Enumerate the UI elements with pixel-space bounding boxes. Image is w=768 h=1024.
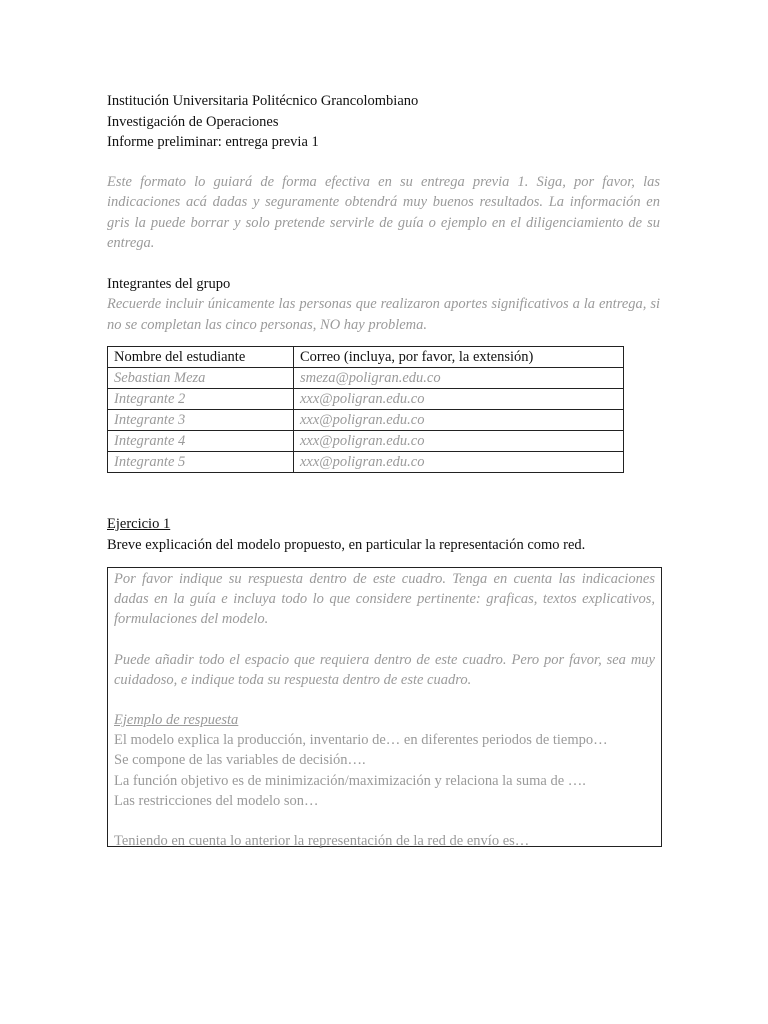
paragraph-gap [114,690,655,710]
member-name[interactable]: Integrante 2 [108,389,294,410]
member-name[interactable]: Integrante 4 [108,431,294,452]
report-title: Informe preliminar: entrega previa 1 [107,134,319,150]
answer-instructions: Por favor indique su respuesta dentro de este cuadro. Tenga en cuenta las indicaciones dadas en la guía e incluya todo lo que considere pertinente: graficas, textos explicativos, formulaciones del modelo. [114,571,655,628]
course-name: Investigación de Operaciones [107,113,279,130]
members-table-header [108,347,624,368]
member-email[interactable]: xxx@poligran.edu.co [294,452,624,473]
member-email[interactable]: smeza@poligran.edu.co [294,368,624,389]
column-header-email: Correo (incluya, por favor, la extensión) [294,347,624,368]
member-name[interactable]: Integrante 3 [108,410,294,431]
group-title: Integrantes del grupo [107,275,231,292]
member-email[interactable]: xxx@poligran.edu.co [294,410,624,431]
intro-note: Este formato lo guiará de forma efectiva en su entrega previa 1. Siga, por favor, las indicaciones acá dadas y seguramente obtendrá muy buenos resultados. La información en gris la puede borrar y solo pretende servirle de guía o ejemplo en el diligenciamiento de su entrega. [107,173,660,251]
group-note: Recuerde incluir únicamente las personas que realizaron aportes significativos a la entrega, si no se completan las cinco personas, NO hay problema. [107,296,660,333]
table-row [108,368,624,389]
example-title: Ejemplo de respuesta [114,712,239,729]
paragraph-gap [114,630,655,650]
example-line: Se compone de las variables de decisión…. [114,752,366,769]
document-page [107,91,660,850]
exercise-title: Ejercicio 1 [107,516,171,532]
table-row [108,410,624,431]
example-line: El modelo explica la producción, inventario de… en diferentes periodos de tiempo… [114,732,608,749]
exercise-section [107,514,660,850]
member-email[interactable]: xxx@poligran.edu.co [294,431,624,452]
column-header-name: Nombre del estudiante [108,347,294,368]
member-email[interactable]: xxx@poligran.edu.co [294,389,624,410]
members-table [107,346,624,473]
table-row [108,389,624,410]
exercise-description: Breve explicación del modelo propuesto, en particular la representación como red. [107,536,586,553]
member-name[interactable]: Integrante 5 [108,452,294,473]
example-line: La función objetivo es de minimización/maximización y relaciona la suma de …. [114,772,586,789]
institution-name: Institución Universitaria Politécnico Grancolombiano [107,93,419,109]
member-name[interactable]: Sebastian Meza [108,368,294,389]
example-line: Las restricciones del modelo son… [114,792,319,809]
answer-box[interactable] [107,567,662,850]
example-closing: Teniendo en cuenta lo anterior la representación de la red de envío es… [114,833,530,850]
table-row [108,452,624,473]
answer-space-note: Puede añadir todo el espacio que requiera dentro de este cuadro. Pero por favor, sea muy cuidadoso, e indique toda su respuesta dentro de este cuadro. [114,651,655,688]
paragraph-gap [114,811,655,831]
document-header [107,91,660,153]
table-row [108,431,624,452]
